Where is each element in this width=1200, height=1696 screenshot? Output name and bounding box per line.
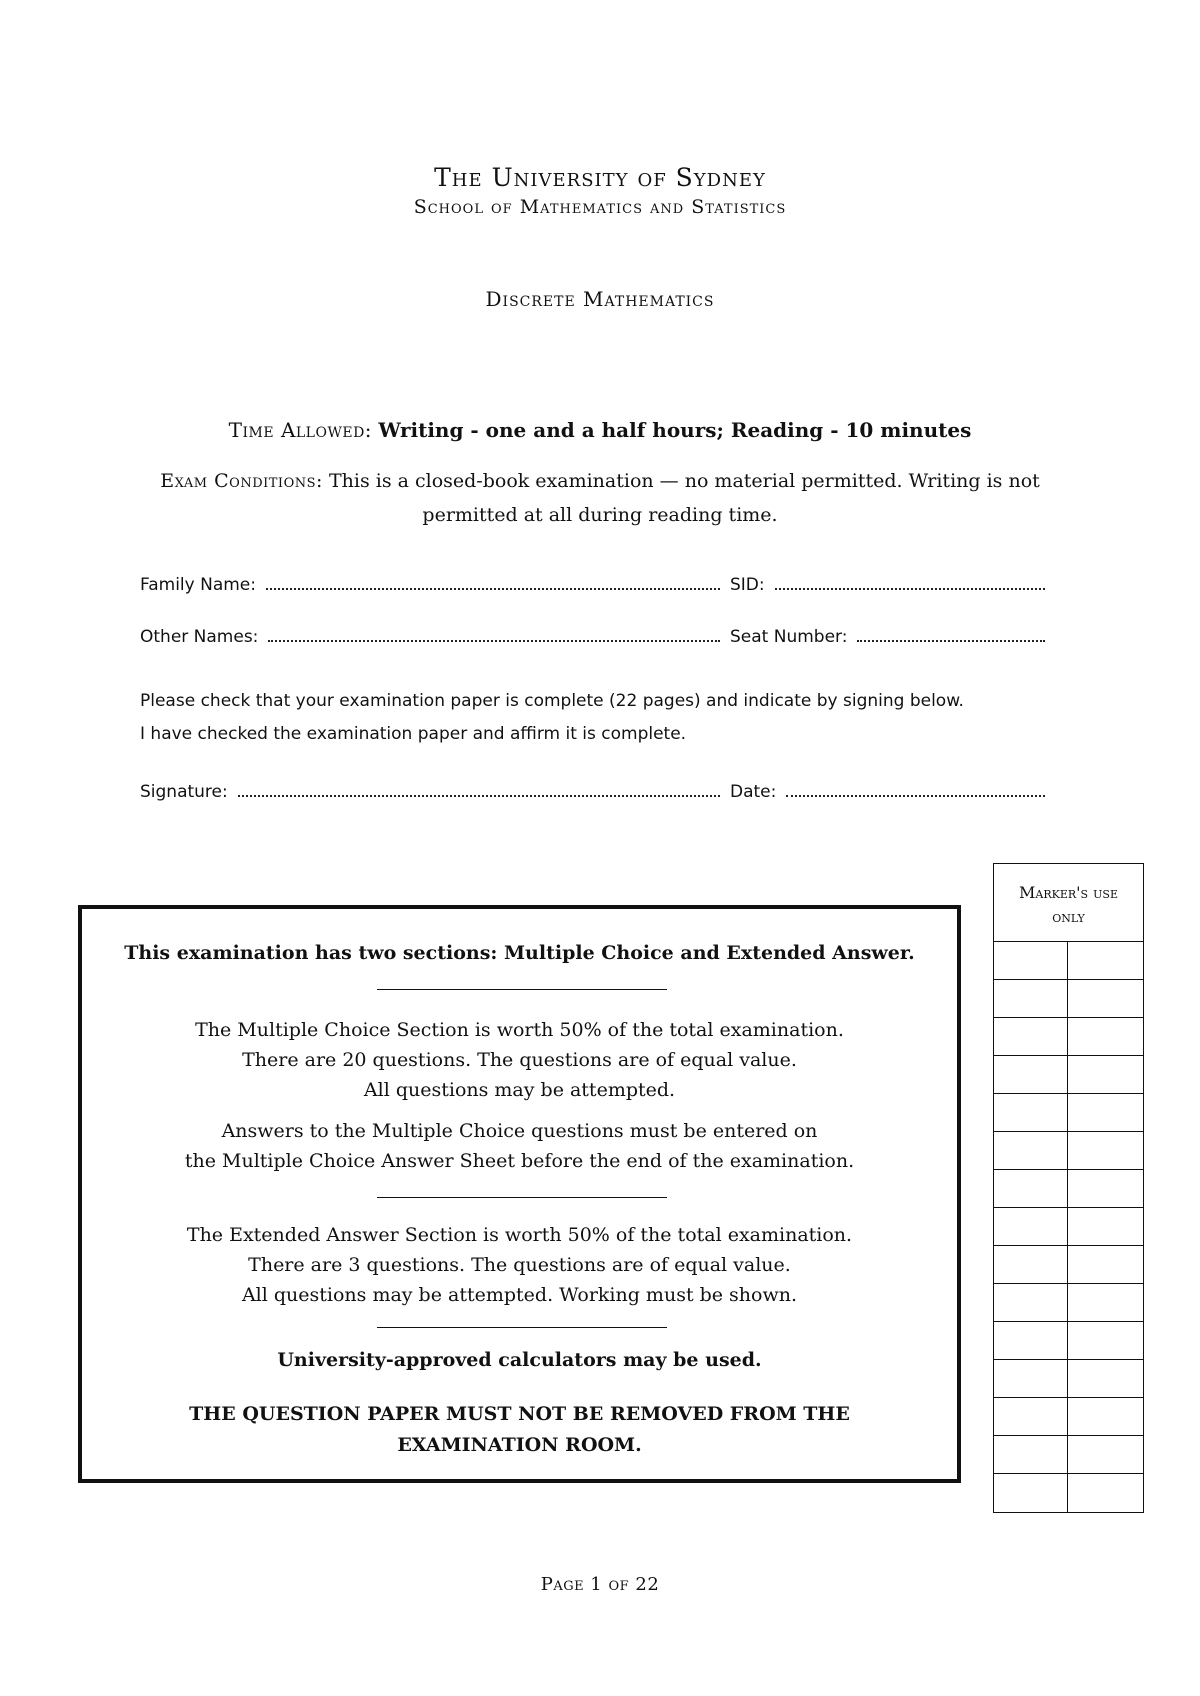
- marker-cell[interactable]: [1068, 1436, 1143, 1473]
- form-row-other: [140, 624, 1055, 650]
- family-name-blank[interactable]: [266, 572, 720, 590]
- marker-cell[interactable]: [1068, 1208, 1143, 1245]
- marker-table-row: [994, 1132, 1143, 1170]
- mc-line: The Multiple Choice Section is worth 50% of the total examination.: [195, 1019, 844, 1041]
- marker-cell[interactable]: [994, 1170, 1068, 1207]
- marker-table-row: [994, 942, 1143, 980]
- marker-table-row: [994, 1284, 1143, 1322]
- seat-number-field[interactable]: [730, 624, 1055, 647]
- mc-answer-line: Answers to the Multiple Choice questions must be entered on: [221, 1120, 818, 1142]
- exam-conditions-label: Exam Conditions:: [160, 470, 323, 492]
- time-allowed-label: Time Allowed:: [228, 418, 373, 442]
- form-row-names: [140, 572, 1055, 598]
- marker-table-header: [994, 864, 1143, 942]
- other-names-blank[interactable]: [268, 624, 720, 642]
- sections-heading: This examination has two sections: Multiple Choice and Extended Answer.: [124, 942, 915, 964]
- marker-table-row: [994, 980, 1143, 1018]
- marker-cell[interactable]: [994, 1056, 1068, 1093]
- sid-field[interactable]: [730, 572, 1055, 595]
- mc-line: There are 20 questions. The questions are of equal value.: [242, 1049, 797, 1071]
- marker-rows: [994, 942, 1143, 1512]
- date-blank[interactable]: [786, 779, 1045, 797]
- sid-blank[interactable]: [775, 572, 1045, 590]
- other-names-label: Other Names:: [140, 627, 259, 647]
- marker-cell[interactable]: [1068, 1246, 1143, 1283]
- marker-table-row: [994, 1056, 1143, 1094]
- marker-cell[interactable]: [1068, 1474, 1143, 1512]
- marker-cell[interactable]: [1068, 1284, 1143, 1321]
- marker-cell[interactable]: [1068, 1094, 1143, 1131]
- marker-table-row: [994, 1398, 1143, 1436]
- marker-table-row: [994, 1474, 1143, 1512]
- seat-number-label: Seat Number:: [730, 627, 848, 647]
- marker-table-row: [994, 1018, 1143, 1056]
- marker-cell[interactable]: [1068, 1056, 1143, 1093]
- divider: [377, 989, 667, 990]
- marker-table-row: [994, 1246, 1143, 1284]
- extended-section-info: [82, 1220, 957, 1310]
- completeness-check: [140, 685, 1100, 751]
- calculator-notice: University-approved calculators may be used.: [277, 1349, 762, 1371]
- marker-cell[interactable]: [1068, 980, 1143, 1017]
- divider: [377, 1327, 667, 1328]
- signature-blank[interactable]: [238, 779, 720, 797]
- marker-cell[interactable]: [994, 942, 1068, 979]
- exam-conditions: [120, 464, 1080, 532]
- ext-line: All questions may be attempted. Working must be shown.: [241, 1284, 798, 1306]
- marker-cell[interactable]: [994, 1132, 1068, 1169]
- marker-table-row: [994, 1208, 1143, 1246]
- university-name: The University of Sydney: [434, 163, 766, 192]
- mc-answer-info: [82, 1116, 957, 1176]
- marker-cell[interactable]: [994, 1360, 1068, 1397]
- mc-section-info: [82, 1015, 957, 1105]
- marker-cell[interactable]: [994, 1322, 1068, 1359]
- marker-cell[interactable]: [994, 1246, 1068, 1283]
- marker-cell[interactable]: [1068, 1132, 1143, 1169]
- other-names-field[interactable]: [140, 624, 730, 647]
- check-affirmation: I have checked the examination paper and affirm it is complete.: [140, 724, 687, 744]
- school-name: School of Mathematics and Statistics: [413, 196, 787, 218]
- marker-cell[interactable]: [1068, 1322, 1143, 1359]
- marker-cell[interactable]: [994, 1208, 1068, 1245]
- divider: [377, 1197, 667, 1198]
- exam-conditions-text: This is a closed-book examination — no material permitted. Writing is not permitted at all during reading time.: [328, 470, 1040, 526]
- seat-number-blank[interactable]: [857, 624, 1045, 642]
- ext-line: There are 3 questions. The questions are of equal value.: [248, 1254, 791, 1276]
- marker-cell[interactable]: [1068, 1398, 1143, 1435]
- marker-table-row: [994, 1094, 1143, 1132]
- family-name-label: Family Name:: [140, 575, 256, 595]
- marker-table-row: [994, 1360, 1143, 1398]
- marker-cell[interactable]: [1068, 1170, 1143, 1207]
- marker-cell[interactable]: [994, 1284, 1068, 1321]
- date-label: Date:: [730, 782, 777, 802]
- date-field[interactable]: [730, 779, 1055, 802]
- marker-cell[interactable]: [1068, 1018, 1143, 1055]
- form-row-signature: [140, 779, 1055, 805]
- time-allowed-value: Writing - one and a half hours; Reading - 10 minutes: [378, 418, 972, 442]
- check-instruction: Please check that your examination paper is complete (22 pages) and indicate by signing below.: [140, 691, 964, 711]
- marker-use-table: [993, 863, 1144, 1513]
- signature-field[interactable]: [140, 779, 730, 802]
- marker-table-row: [994, 1170, 1143, 1208]
- marker-header-line: Marker's use: [1019, 883, 1118, 902]
- sid-label: SID:: [730, 575, 765, 595]
- exam-info-box: [78, 905, 961, 1483]
- course-title: Discrete Mathematics: [485, 287, 715, 311]
- warning-line: EXAMINATION ROOM.: [397, 1434, 642, 1456]
- page-number: Page 1 of 22: [540, 1574, 660, 1595]
- removal-warning: [82, 1399, 957, 1461]
- ext-line: The Extended Answer Section is worth 50% of the total examination.: [186, 1224, 853, 1246]
- marker-cell[interactable]: [994, 980, 1068, 1017]
- time-allowed: [0, 418, 1200, 442]
- family-name-field[interactable]: [140, 572, 730, 595]
- marker-cell[interactable]: [1068, 1360, 1143, 1397]
- marker-cell[interactable]: [994, 1018, 1068, 1055]
- marker-cell[interactable]: [1068, 942, 1143, 979]
- marker-cell[interactable]: [994, 1474, 1068, 1512]
- marker-table-row: [994, 1322, 1143, 1360]
- signature-label: Signature:: [140, 782, 228, 802]
- marker-cell[interactable]: [994, 1398, 1068, 1435]
- exam-header: [0, 162, 1200, 220]
- warning-line: THE QUESTION PAPER MUST NOT BE REMOVED FROM THE: [189, 1403, 850, 1425]
- marker-cell[interactable]: [994, 1436, 1068, 1473]
- marker-header-line: only: [1052, 907, 1085, 926]
- marker-table-row: [994, 1436, 1143, 1474]
- marker-cell[interactable]: [994, 1094, 1068, 1131]
- mc-line: All questions may be attempted.: [363, 1079, 676, 1101]
- mc-answer-line: the Multiple Choice Answer Sheet before the end of the examination.: [184, 1150, 855, 1172]
